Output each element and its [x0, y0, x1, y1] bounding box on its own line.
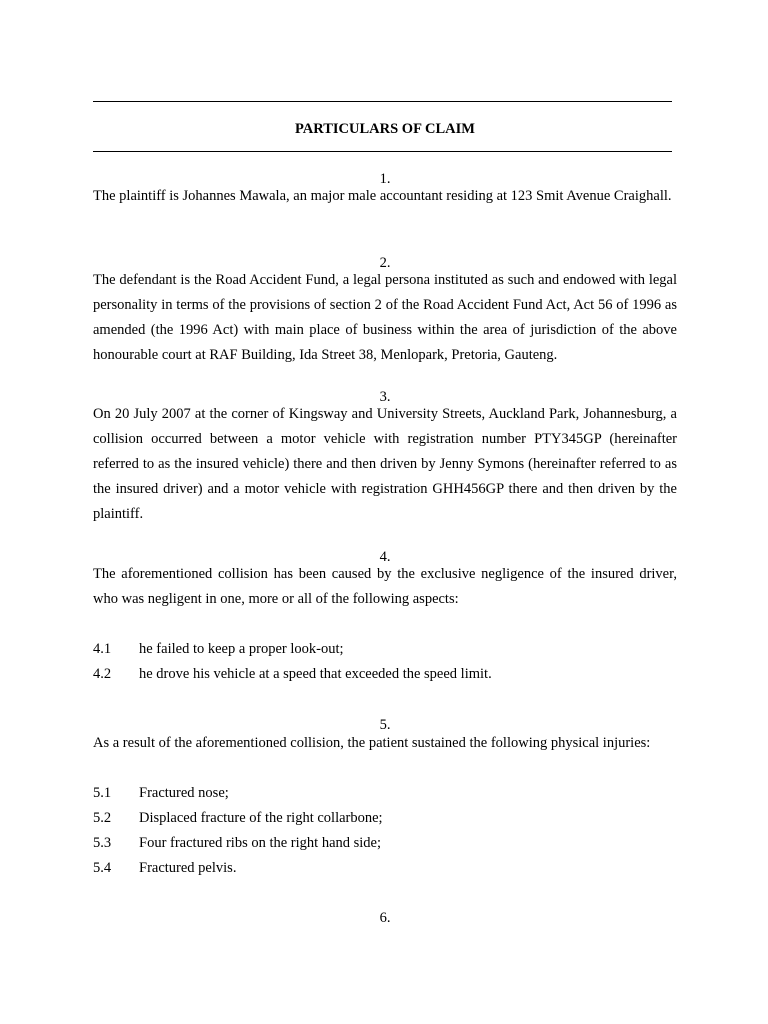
list-item-number: 5.1 [93, 785, 112, 801]
section-paragraph: The defendant is the Road Accident Fund, a legal persona instituted as such and endowed with legal personality in terms of the provisions of section 2 of the Road Accident Fund Act, Act 56 of 1996 as amended (the 1996 Act) with main place of business within the area of jurisdiction of the above honourable court at RAF Building, Ida Street 38, Menlopark, Pretoria, Gauteng. [93, 272, 677, 363]
section-number: 3. [379, 389, 391, 405]
list-item-text: Four fractured ribs on the right hand side; [139, 835, 382, 851]
section-number: 5. [379, 717, 391, 733]
list-item [93, 662, 677, 687]
section-number: 1. [379, 171, 391, 187]
section-number: 6. [379, 910, 391, 926]
list-item-number: 5.4 [93, 860, 112, 876]
section-paragraph: The plaintiff is Johannes Mawala, an major male accountant residing at 123 Smit Avenue Craighall. [93, 188, 672, 204]
document-title: PARTICULARS OF CLAIM [295, 121, 475, 137]
list-item [93, 637, 677, 662]
list-item [93, 806, 677, 831]
list-item-text: Displaced fracture of the right collarbone; [139, 810, 383, 826]
list-item-number: 4.1 [93, 641, 112, 657]
list-item-number: 5.3 [93, 835, 112, 851]
title-underline-rule [93, 151, 672, 152]
section-paragraph: The aforementioned collision has been caused by the exclusive negligence of the insured driver, who was negligent in one, more or all of the following aspects: [93, 566, 677, 607]
list-item-text: Fractured nose; [139, 785, 229, 801]
list-item-text: Fractured pelvis. [139, 860, 237, 876]
list-item-number: 5.2 [93, 810, 112, 826]
list-item-text: he failed to keep a proper look-out; [139, 641, 344, 657]
list-item-text: he drove his vehicle at a speed that exceeded the speed limit. [139, 666, 492, 682]
list-item [93, 856, 677, 881]
list-item [93, 781, 677, 806]
section-number: 4. [379, 549, 391, 565]
section-paragraph: As a result of the aforementioned collision, the patient sustained the following physical injuries: [93, 735, 651, 751]
list-item-number: 4.2 [93, 666, 112, 682]
top-rule [93, 101, 672, 102]
list-item [93, 831, 677, 856]
section-paragraph: On 20 July 2007 at the corner of Kingsway and University Streets, Auckland Park, Johannesburg, a collision occurred between a motor vehicle with registration number PTY345GP (hereinafter referred to as the insured vehicle) there and then driven by Jenny Symons (hereinafter referred to as the insured driver) and a motor vehicle with registration GHH456GP there and then driven by the plaintiff. [93, 406, 677, 522]
section-number: 2. [379, 255, 391, 271]
